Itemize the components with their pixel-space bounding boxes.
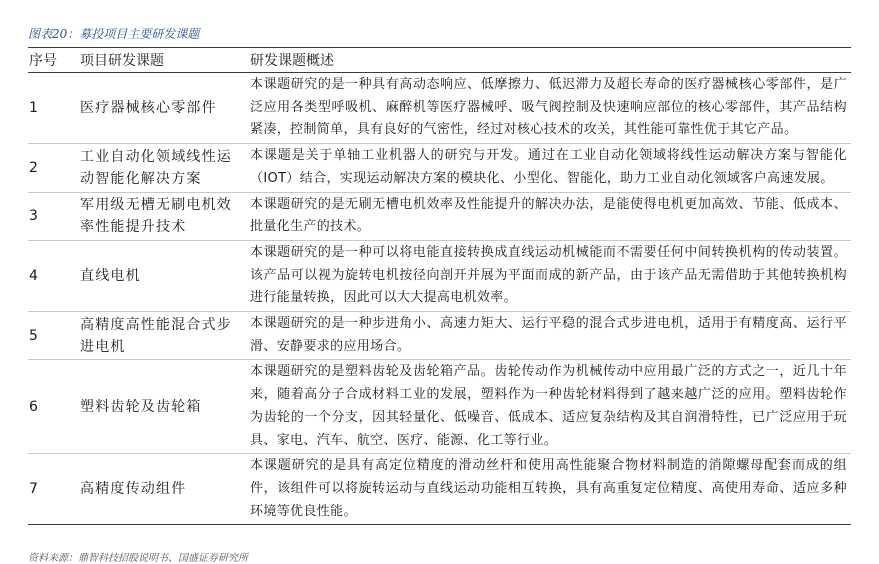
row-topic: 高精度高性能混合式步进电机 — [80, 312, 250, 360]
header-index: 序号 — [28, 48, 80, 73]
source-note: 资料来源：鼎智科技招股说明书、国盛证券研究所 — [28, 553, 248, 564]
row-topic: 塑料齿轮及齿轮箱 — [80, 360, 250, 454]
table-row — [28, 240, 851, 311]
row-index: 2 — [28, 144, 80, 192]
research-topics-table — [28, 48, 851, 525]
table-row — [28, 454, 851, 525]
row-description: 本课题研究的是一种步进角小、高速力矩大、运行平稳的混合式步进电机，适用于有精度高、运行平滑、安静要求的应用场合。 — [250, 312, 851, 360]
table-row — [28, 360, 851, 454]
row-index: 5 — [28, 312, 80, 360]
row-description: 本课题研究的是一种具有高动态响应、低摩擦力、低迟滞力及超长寿命的医疗器械核心零部件，是广泛应用各类型呼吸机、麻醉机等医疗器械呼、吸气阀控制及快速响应部位的核心零部件，其产品结构紧凑，控制简单，具有良好的气密性，经过对核心技术的攻关，其性能可靠性优于其它产品。 — [250, 73, 851, 144]
row-topic: 医疗器械核心零部件 — [80, 73, 250, 144]
row-index: 7 — [28, 454, 80, 525]
row-index: 3 — [28, 192, 80, 240]
header-topic: 项目研发课题 — [80, 48, 250, 73]
row-topic: 直线电机 — [80, 240, 250, 311]
table-header-row — [28, 48, 851, 73]
row-index: 6 — [28, 360, 80, 454]
row-topic: 高精度传动组件 — [80, 454, 250, 525]
table-row — [28, 144, 851, 192]
row-description: 本课题研究的是塑料齿轮及齿轮箱产品。齿轮传动作为机械传动中应用最广泛的方式之一，近几十年来，随着高分子合成材料工业的发展，塑料作为一种齿轮材料得到了越来越广泛的应用。塑料齿轮作为齿轮的一个分支，因其轻量化、低噪音、低成本、适应复杂结构及其自润滑特性，已广泛应用于玩具、家电、汽车、航空、医疗、能源、化工等行业。 — [250, 360, 851, 454]
figure-caption: 图表20：募投项目主要研发课题 — [28, 27, 200, 41]
row-topic: 工业自动化领域线性运动智能化解决方案 — [80, 144, 250, 192]
table-row — [28, 312, 851, 360]
row-description: 本课题研究的是无刷无槽电机效率及性能提升的解决办法，是能使得电机更加高效、节能、低成本、批量化生产的技术。 — [250, 192, 851, 240]
header-description: 研发课题概述 — [250, 48, 851, 73]
row-index: 1 — [28, 73, 80, 144]
row-description: 本课题是关于单轴工业机器人的研究与开发。通过在工业自动化领域将线性运动解决方案与智能化（IOT）结合，实现运动解决方案的模块化、小型化、智能化，助力工业自动化领域客户高速发展。 — [250, 144, 851, 192]
table-row — [28, 73, 851, 144]
row-description: 本课题研究的是具有高定位精度的滑动丝杆和使用高性能聚合物材料制造的消隙螺母配套而成的组件，该组件可以将旋转运动与直线运动功能相互转换，具有高重复定位精度、高使用寿命、适应多种环境等优良性能。 — [250, 454, 851, 525]
row-description: 本课题研究的是一种可以将电能直接转换成直线运动机械能而不需要任何中间转换机构的传动装置。该产品可以视为旋转电机按径向剖开并展为平面而成的新产品，由于该产品无需借助于其他转换机构进行能量转换，因此可以大大提高电机效率。 — [250, 240, 851, 311]
row-topic: 军用级无槽无刷电机效率性能提升技术 — [80, 192, 250, 240]
table-row — [28, 192, 851, 240]
row-index: 4 — [28, 240, 80, 311]
